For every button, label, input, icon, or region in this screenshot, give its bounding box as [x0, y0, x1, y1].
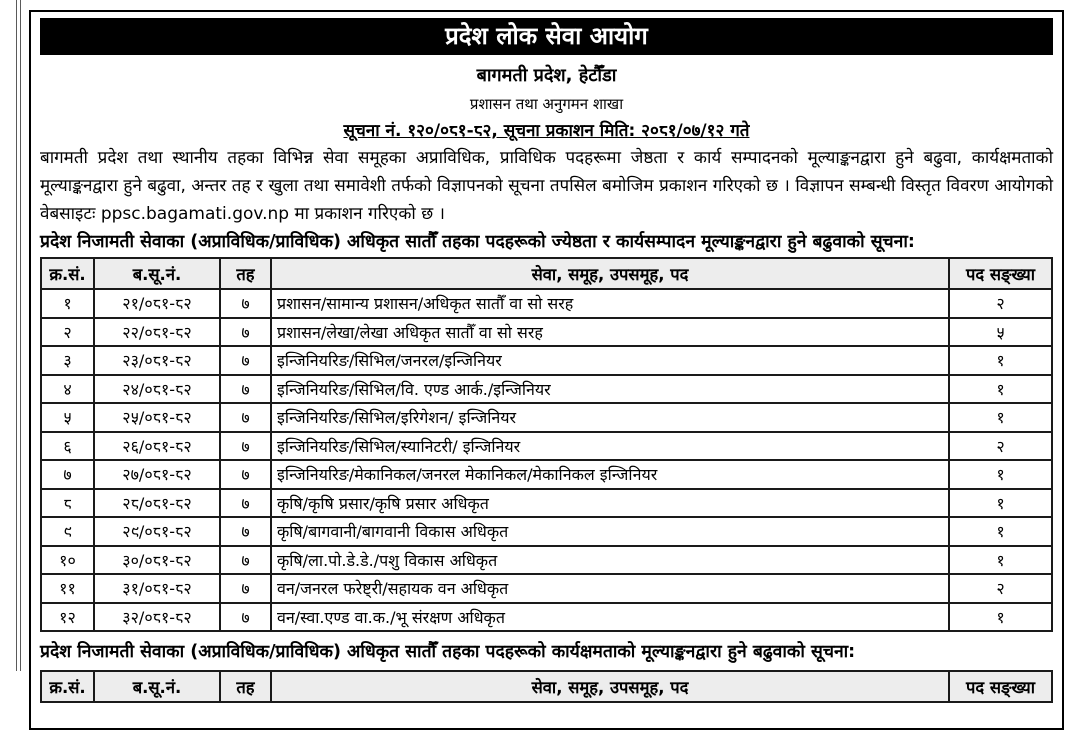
table-header-row — [41, 258, 1052, 289]
table-row — [41, 346, 1052, 375]
intro-text-part1: बागमती प्रदेश तथा स्थानीय तहका विभिन्न सेवा समूहका अप्राविधिक, प्राविधिक पदहरूमा जेष्ठता र कार्य सम्पादनको मूल्याङ्कनद्वारा हुने बढुवा, कार्यक्षमताको मूल्याङ्कनद्वारा हुने बढुवा, अन्तर तह र खुला तथा समावेशी तर्फको विज्ञापनको सूचना तपसिल बमोजिम प्रकाशन गरिएको छ । विज्ञापन सम्बन्धी विस्तृत विवरण आयोगको वेबसाइटः — [40, 148, 1053, 224]
table-row — [41, 489, 1052, 518]
cell-post-count: १ — [949, 403, 1052, 432]
cell-advertisement-number: २१/०८१-८२ — [94, 289, 220, 318]
cell-advertisement-number: २९/०८१-८२ — [94, 517, 220, 546]
header-cell-post-count: पद सङ्ख्या — [949, 258, 1052, 289]
section2-heading: प्रदेश निजामती सेवाका (अप्राविधिक/प्राविधिक) अधिकृत सातौँ तहका पदहरूको कार्यक्षमताको मूल्याङ्कनद्वारा हुने बढुवाको सूचना: — [40, 642, 856, 662]
cell-level: ७ — [220, 546, 271, 575]
cell-level: ७ — [220, 432, 271, 461]
cell-level: ७ — [220, 289, 271, 318]
cell-serial-number: ६ — [41, 432, 94, 461]
table2-header-row — [41, 671, 1052, 702]
cell-service-group-post: इन्जिनियरिङ/सिभिल/वि. एण्ड आर्क./इन्जिनियर — [271, 375, 949, 404]
cell-service-group-post: कृषि/कृषि प्रसार/कृषि प्रसार अधिकृत — [271, 489, 949, 518]
cell-level: ७ — [220, 403, 271, 432]
cell-serial-number: १० — [41, 546, 94, 575]
promotion-table-1 — [40, 257, 1053, 632]
cell-post-count: १ — [949, 375, 1052, 404]
cell-service-group-post: प्रशासन/सामान्य प्रशासन/अधिकृत सातौँ वा सो सरह — [271, 289, 949, 318]
cell-serial-number: १ — [41, 289, 94, 318]
cell-advertisement-number: ३२/०८१-८२ — [94, 603, 220, 632]
cell-level: ७ — [220, 346, 271, 375]
document-frame — [29, 10, 1064, 730]
notice-number-line: सूचना नं. १२०/०८१-८२, सूचना प्रकाशन मिति: २०८१/०७/१२ गते — [343, 121, 750, 141]
promotion-table-1-body — [41, 289, 1052, 631]
cell-post-count: २ — [949, 289, 1052, 318]
table-row — [41, 460, 1052, 489]
cell-serial-number: १२ — [41, 603, 94, 632]
table-row — [41, 574, 1052, 603]
cell-serial-number: ७ — [41, 460, 94, 489]
cell-service-group-post: कृषि/बागवानी/बागवानी विकास अधिकृत — [271, 517, 949, 546]
cell-level: ७ — [220, 460, 271, 489]
cell-service-group-post: इन्जिनियरिङ/सिभिल/जनरल/इन्जिनियर — [271, 346, 949, 375]
cell-post-count: १ — [949, 517, 1052, 546]
cell-serial-number: ९ — [41, 517, 94, 546]
province-office-line: बागमती प्रदेश, हेटौँडा — [476, 65, 617, 86]
table-row — [41, 318, 1052, 347]
cell-serial-number: ५ — [41, 403, 94, 432]
branch-line: प्रशासन तथा अनुगमन शाखा — [469, 95, 624, 113]
cell-service-group-post: इन्जिनियरिङ/सिभिल/स्यानिटरी/ इन्जिनियर — [271, 432, 949, 461]
cell-level: ७ — [220, 375, 271, 404]
table2-header-cell-post-count: पद सङ्ख्या — [949, 671, 1052, 702]
intro-text-part2: मा प्रकाशन गरिएको छ । — [289, 204, 445, 224]
cell-service-group-post: वन/जनरल फरेष्ट्री/सहायक वन अधिकृत — [271, 574, 949, 603]
table-row — [41, 546, 1052, 575]
table-row — [41, 603, 1052, 632]
table-row — [41, 432, 1052, 461]
intro-paragraph — [40, 144, 1053, 228]
table-row — [41, 289, 1052, 318]
header-cell-level: तह — [220, 258, 271, 289]
cell-advertisement-number: ३१/०८१-८२ — [94, 574, 220, 603]
cell-post-count: १ — [949, 489, 1052, 518]
cell-post-count: १ — [949, 346, 1052, 375]
cell-post-count: ५ — [949, 318, 1052, 347]
cell-serial-number: ३ — [41, 346, 94, 375]
cell-advertisement-number: २२/०८१-८२ — [94, 318, 220, 347]
cell-level: ७ — [220, 603, 271, 632]
header-cell-advertisement-number: ब.सू.नं. — [94, 258, 220, 289]
table2-header-cell-service-group-post: सेवा, समूह, उपसमूह, पद — [271, 671, 949, 702]
cell-post-count: २ — [949, 432, 1052, 461]
table2-header-cell-advertisement-number: ब.सू.नं. — [94, 671, 220, 702]
header-cell-service-group-post: सेवा, समूह, उपसमूह, पद — [271, 258, 949, 289]
cell-service-group-post: वन/स्वा.एण्ड वा.क./भू संरक्षण अधिकृत — [271, 603, 949, 632]
cell-service-group-post: इन्जिनियरिङ/सिभिल/इरिगेशन/ इन्जिनियर — [271, 403, 949, 432]
cell-post-count: १ — [949, 460, 1052, 489]
title-banner — [40, 18, 1053, 55]
cell-advertisement-number: २६/०८१-८२ — [94, 432, 220, 461]
cell-service-group-post: कृषि/ला.पो.डे.डे./पशु विकास अधिकृत — [271, 546, 949, 575]
cell-post-count: १ — [949, 546, 1052, 575]
cell-advertisement-number: २३/०८१-८२ — [94, 346, 220, 375]
cell-service-group-post: प्रशासन/लेखा/लेखा अधिकृत सातौँ वा सो सरह — [271, 318, 949, 347]
cell-serial-number: २ — [41, 318, 94, 347]
cell-advertisement-number: ३०/०८१-८२ — [94, 546, 220, 575]
cell-post-count: १ — [949, 603, 1052, 632]
cell-level: ७ — [220, 517, 271, 546]
table-row — [41, 517, 1052, 546]
header-cell-serial-number: क्र.सं. — [41, 258, 94, 289]
section1-heading: प्रदेश निजामती सेवाका (अप्राविधिक/प्राविधिक) अधिकृत सातौँ तहका पदहरूको ज्येष्ठता र कार्यसम्पादन मूल्याङ्कनद्वारा हुने बढुवाको सूचना: — [40, 232, 915, 252]
cell-advertisement-number: २८/०८१-८२ — [94, 489, 220, 518]
cell-level: ७ — [220, 489, 271, 518]
cell-serial-number: ४ — [41, 375, 94, 404]
website-url: ppsc.bagamati.gov.np — [100, 204, 290, 224]
cell-post-count: २ — [949, 574, 1052, 603]
page-edge-rule — [16, 0, 21, 671]
cell-serial-number: ११ — [41, 574, 94, 603]
cell-advertisement-number: २४/०८१-८२ — [94, 375, 220, 404]
cell-level: ७ — [220, 318, 271, 347]
cell-advertisement-number: २५/०८१-८२ — [94, 403, 220, 432]
org-title: प्रदेश लोक सेवा आयोग — [445, 22, 648, 50]
cell-service-group-post: इन्जिनियरिङ/मेकानिकल/जनरल मेकानिकल/मेकानिकल इन्जिनियर — [271, 460, 949, 489]
cell-advertisement-number: २७/०८१-८२ — [94, 460, 220, 489]
table2-header-cell-level: तह — [220, 671, 271, 702]
promotion-table-2-fragment — [40, 670, 1053, 703]
table-row — [41, 375, 1052, 404]
table2-header-cell-serial-number: क्र.सं. — [41, 671, 94, 702]
table-row — [41, 403, 1052, 432]
cell-level: ७ — [220, 574, 271, 603]
cell-serial-number: ८ — [41, 489, 94, 518]
